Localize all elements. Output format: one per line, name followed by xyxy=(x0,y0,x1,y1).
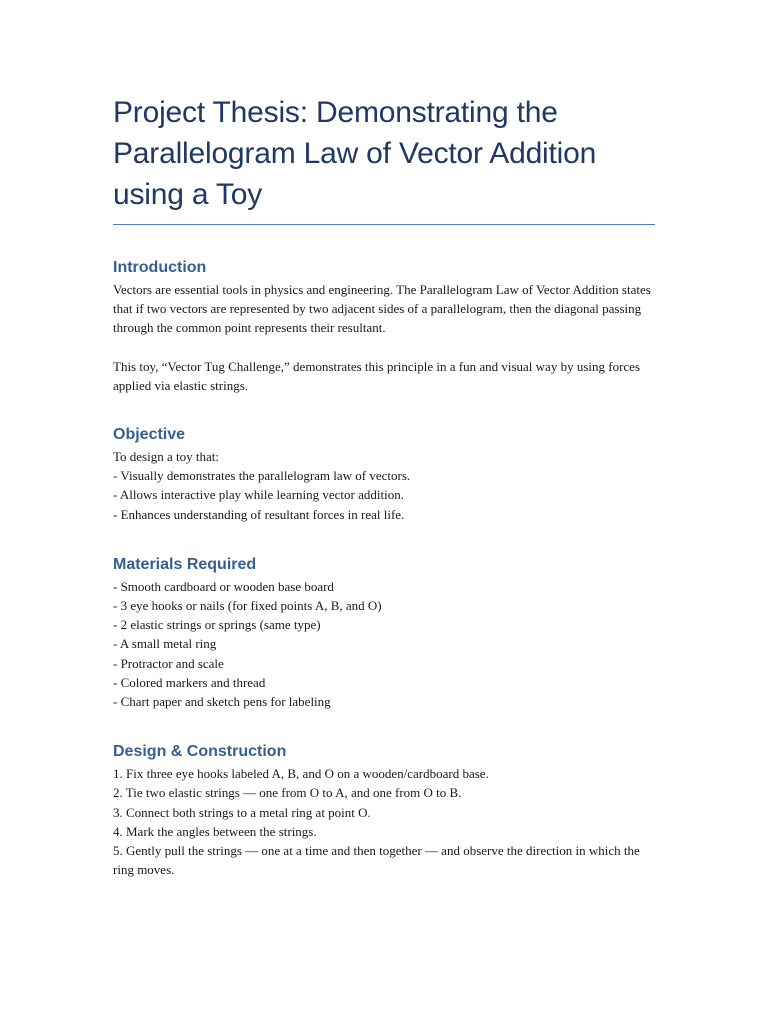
list-item: 3. Connect both strings to a metal ring at point O. xyxy=(113,804,371,820)
objective-list xyxy=(113,466,655,524)
list-item: 5. Gently pull the strings — one at a time and then together — and observe the direction in which the ring moves. xyxy=(113,843,640,878)
design-heading: Design & Construction xyxy=(113,743,287,761)
list-item: - Protractor and scale xyxy=(113,655,224,671)
list-item: 2. Tie two elastic strings — one from O to A, and one from O to B. xyxy=(113,785,462,801)
introduction-paragraph-2: This toy, “Vector Tug Challenge,” demonstrates this principle in a fun and visual way by using forces applied via elastic strings. xyxy=(113,358,641,393)
list-item: - Enhances understanding of resultant forces in real life. xyxy=(113,506,405,522)
document-page xyxy=(113,92,655,879)
list-item: - Visually demonstrates the parallelogram law of vectors. xyxy=(113,468,411,484)
materials-heading: Materials Required xyxy=(113,555,257,573)
materials-list xyxy=(113,577,655,711)
list-item: - Chart paper and sketch pens for labeling xyxy=(113,694,331,710)
introduction-section xyxy=(113,257,655,395)
objective-heading: Objective xyxy=(113,426,186,444)
list-item: - Smooth cardboard or wooden base board xyxy=(113,578,334,594)
list-item: - A small metal ring xyxy=(113,636,217,652)
objective-lead: To design a toy that: xyxy=(113,449,219,465)
materials-section xyxy=(113,554,655,711)
list-item: - Allows interactive play while learning vector addition. xyxy=(113,487,404,503)
list-item: - 2 elastic strings or springs (same type) xyxy=(113,617,321,633)
design-section xyxy=(113,741,655,879)
introduction-heading: Introduction xyxy=(113,259,207,276)
objective-section xyxy=(113,424,655,524)
list-item: 4. Mark the angles between the strings. xyxy=(113,823,317,839)
document-title: Project Thesis: Demonstrating the Parallelogram Law of Vector Addition using a Toy xyxy=(113,96,597,211)
introduction-paragraph-1: Vectors are essential tools in physics and engineering. The Parallelogram Law of Vector Addition states that if two vectors are represented by two adjacent sides of a parallelogram, then the diagonal passing through the common point represents their resultant. xyxy=(113,282,651,336)
list-item: - 3 eye hooks or nails (for fixed points A, B, and O) xyxy=(113,598,382,614)
list-item: 1. Fix three eye hooks labeled A, B, and O on a wooden/cardboard base. xyxy=(113,766,489,782)
list-item: - Colored markers and thread xyxy=(113,674,266,690)
design-steps-list xyxy=(113,764,655,879)
title-divider xyxy=(113,224,655,225)
